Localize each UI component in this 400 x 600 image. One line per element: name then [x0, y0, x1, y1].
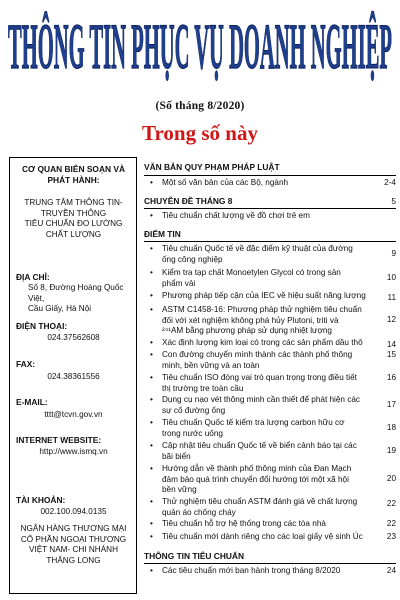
bullet-icon: •	[150, 291, 153, 300]
section-divider	[144, 208, 396, 209]
page-number: 24	[386, 566, 396, 575]
page-number: 2-4	[384, 178, 396, 187]
fax-number: 024.38361556	[47, 372, 100, 381]
page-number: 16	[386, 373, 396, 382]
toc-item[interactable]: • Dụng cụ nạo vét thông minh cần thiết để phát hiện các sự cố đường ống 17	[144, 395, 396, 416]
section-divider	[144, 241, 396, 242]
toc-item[interactable]: • Xác định lượng kim loại có trong các sản phẩm dầu thô 14	[144, 338, 396, 351]
bullet-icon: •	[150, 532, 153, 541]
toc-item[interactable]: • Tiêu chuẩn mới dành riêng cho các loại giấy vệ sinh Úc 23	[144, 532, 396, 543]
bullet-icon: •	[150, 268, 153, 277]
toc-item[interactable]: • Con đường chuyển mình thành các thành phố thông minh, bền vững và an toàn 15	[144, 350, 396, 371]
bullet-icon: •	[150, 178, 153, 187]
account-number: 002.100.094.0135	[40, 507, 107, 516]
page-number: 18	[386, 423, 396, 432]
bullet-icon: •	[150, 497, 153, 506]
phone-number: 024.37562608	[47, 333, 100, 342]
masthead	[0, 6, 400, 92]
bullet-icon: •	[150, 418, 153, 427]
page-number: 12	[386, 315, 396, 324]
masthead-title: THÔNG TIN PHỤC VỤ DOANH NGHIỆP	[7, 11, 392, 84]
bullet-icon: •	[150, 441, 153, 450]
section-divider	[144, 563, 396, 564]
page-number: 23	[386, 532, 396, 541]
page-number: 15	[386, 350, 396, 359]
toc-item[interactable]: • Các tiêu chuẩn mới ban hành trong tháng 8/2020 24	[144, 566, 396, 577]
email-address[interactable]: tttt@tcvn.gov.vn	[44, 410, 103, 419]
section-title-legal-documents: VĂN BẢN QUY PHẠM PHÁP LUẬT	[144, 162, 280, 172]
website-link[interactable]: http://www.ismq.vn	[39, 447, 108, 456]
email-label: E-MAIL:	[16, 397, 48, 407]
page-number: 17	[386, 400, 396, 409]
bullet-icon: •	[150, 244, 153, 253]
bullet-icon: •	[150, 211, 153, 220]
page-number: 20	[386, 474, 396, 483]
section-title-news: ĐIỂM TIN	[144, 229, 181, 239]
publisher-info-box	[9, 157, 137, 594]
page-number	[374, 211, 396, 222]
page-number: 19	[386, 446, 396, 455]
page-number: 14	[386, 340, 396, 349]
toc-item[interactable]: • Thử nghiệm tiêu chuẩn ASTM đánh giá về chất lượng quản áo chống cháy 22	[144, 497, 396, 518]
toc-item[interactable]: • Cập nhật tiêu chuẩn Quốc tế về biển cảnh báo tại các bãi biển 19	[144, 441, 396, 462]
masthead-title-graphic	[0, 6, 400, 92]
account-label: TÀI KHOẢN:	[16, 495, 66, 505]
page-number: 11	[387, 293, 396, 302]
address: Số 8, Đường Hoàng Quốc Việt, Cầu Giấy, Hà Nội	[28, 283, 124, 313]
toc-heading: Trong số này	[142, 121, 258, 145]
toc-item[interactable]: • Một số văn bản của các Bộ, ngành 2-4	[144, 178, 396, 189]
page-number: 9	[391, 249, 396, 258]
bullet-icon: •	[150, 373, 153, 382]
page-number: 22	[386, 519, 396, 528]
section-divider	[144, 175, 396, 176]
issue-number: (Số tháng 8/2020)	[155, 100, 245, 112]
section-title-monthly-topic: CHUYÊN ĐỀ THÁNG 8 5	[144, 196, 396, 206]
page-number: 5	[391, 196, 396, 206]
agency-name: TRUNG TÂM THÔNG TIN- TRUYỀN THÔNG TIÊU CHUẨN ĐO LƯỜNG CHẤT LƯỢNG	[24, 198, 123, 239]
fax-label: FAX:	[16, 359, 36, 369]
toc-item[interactable]: • Hướng dẫn về thành phố thông minh của Đan Mạch đảm bảo quá trình chuyển đổi hướng tới một xã hội bền vững 20	[144, 464, 396, 496]
toc-item[interactable]: • Tiêu chuẩn chất lượng về đồ chơi trẻ em	[144, 211, 396, 222]
toc-item[interactable]: • Kiểm tra tạp chất Monoetylen Glycol có trong sản phẩm vải 10	[144, 268, 396, 289]
bullet-icon: •	[150, 338, 153, 347]
bank-name: NGÂN HÀNG THƯƠNG MẠI CỔ PHẦN NGOẠI THƯƠNG VIỆT NAM- CHI NHÁNH THĂNG LONG	[20, 524, 127, 565]
bullet-icon: •	[150, 566, 153, 575]
page-number: 10	[386, 273, 396, 282]
agency-heading: CƠ QUAN BIÊN SOẠN VÀ PHÁT HÀNH:	[22, 164, 125, 185]
address-label: ĐỊA CHỈ:	[16, 272, 50, 282]
bullet-icon: •	[150, 305, 153, 314]
bullet-icon: •	[150, 519, 153, 528]
bullet-icon: •	[150, 464, 153, 473]
toc-item[interactable]: • Tiêu chuẩn Quốc tế về đặc điểm kỹ thuật của đường ống công nghiệp 9	[144, 244, 396, 265]
page-number: 22	[386, 499, 396, 508]
bullet-icon: •	[150, 350, 153, 359]
toc-item[interactable]: • Tiêu chuẩn hỗ trợ hệ thống trong các tòa nhà 22	[144, 519, 396, 530]
toc-item[interactable]: • Tiêu chuẩn ISO đóng vai trò quan trọng trong điều tiết thị trường tre toàn cầu 16	[144, 373, 396, 394]
bullet-icon: •	[150, 395, 153, 404]
toc-item[interactable]: • ASTM C1458-16: Phương pháp thử nghiệm tiêu chuẩn đối với xét nghiệm không phá hủy Plutoni, triti và ²⁴¹AM bằng phương pháp sử dụng nhiệt lượng 12	[144, 305, 396, 337]
toc-item[interactable]: • Tiêu chuẩn Quốc tế kiểm tra lượng carbon hữu cơ trong nước uống 18	[144, 418, 396, 439]
toc-item[interactable]: • Phương pháp tiếp cận của IEC về hiệu suất năng lượng 11	[144, 291, 396, 304]
phone-label: ĐIỆN THOẠI:	[16, 321, 68, 331]
section-title-standards-info: THÔNG TIN TIÊU CHUẨN	[144, 551, 245, 561]
website-label: INTERNET WEBSITE:	[16, 435, 102, 445]
